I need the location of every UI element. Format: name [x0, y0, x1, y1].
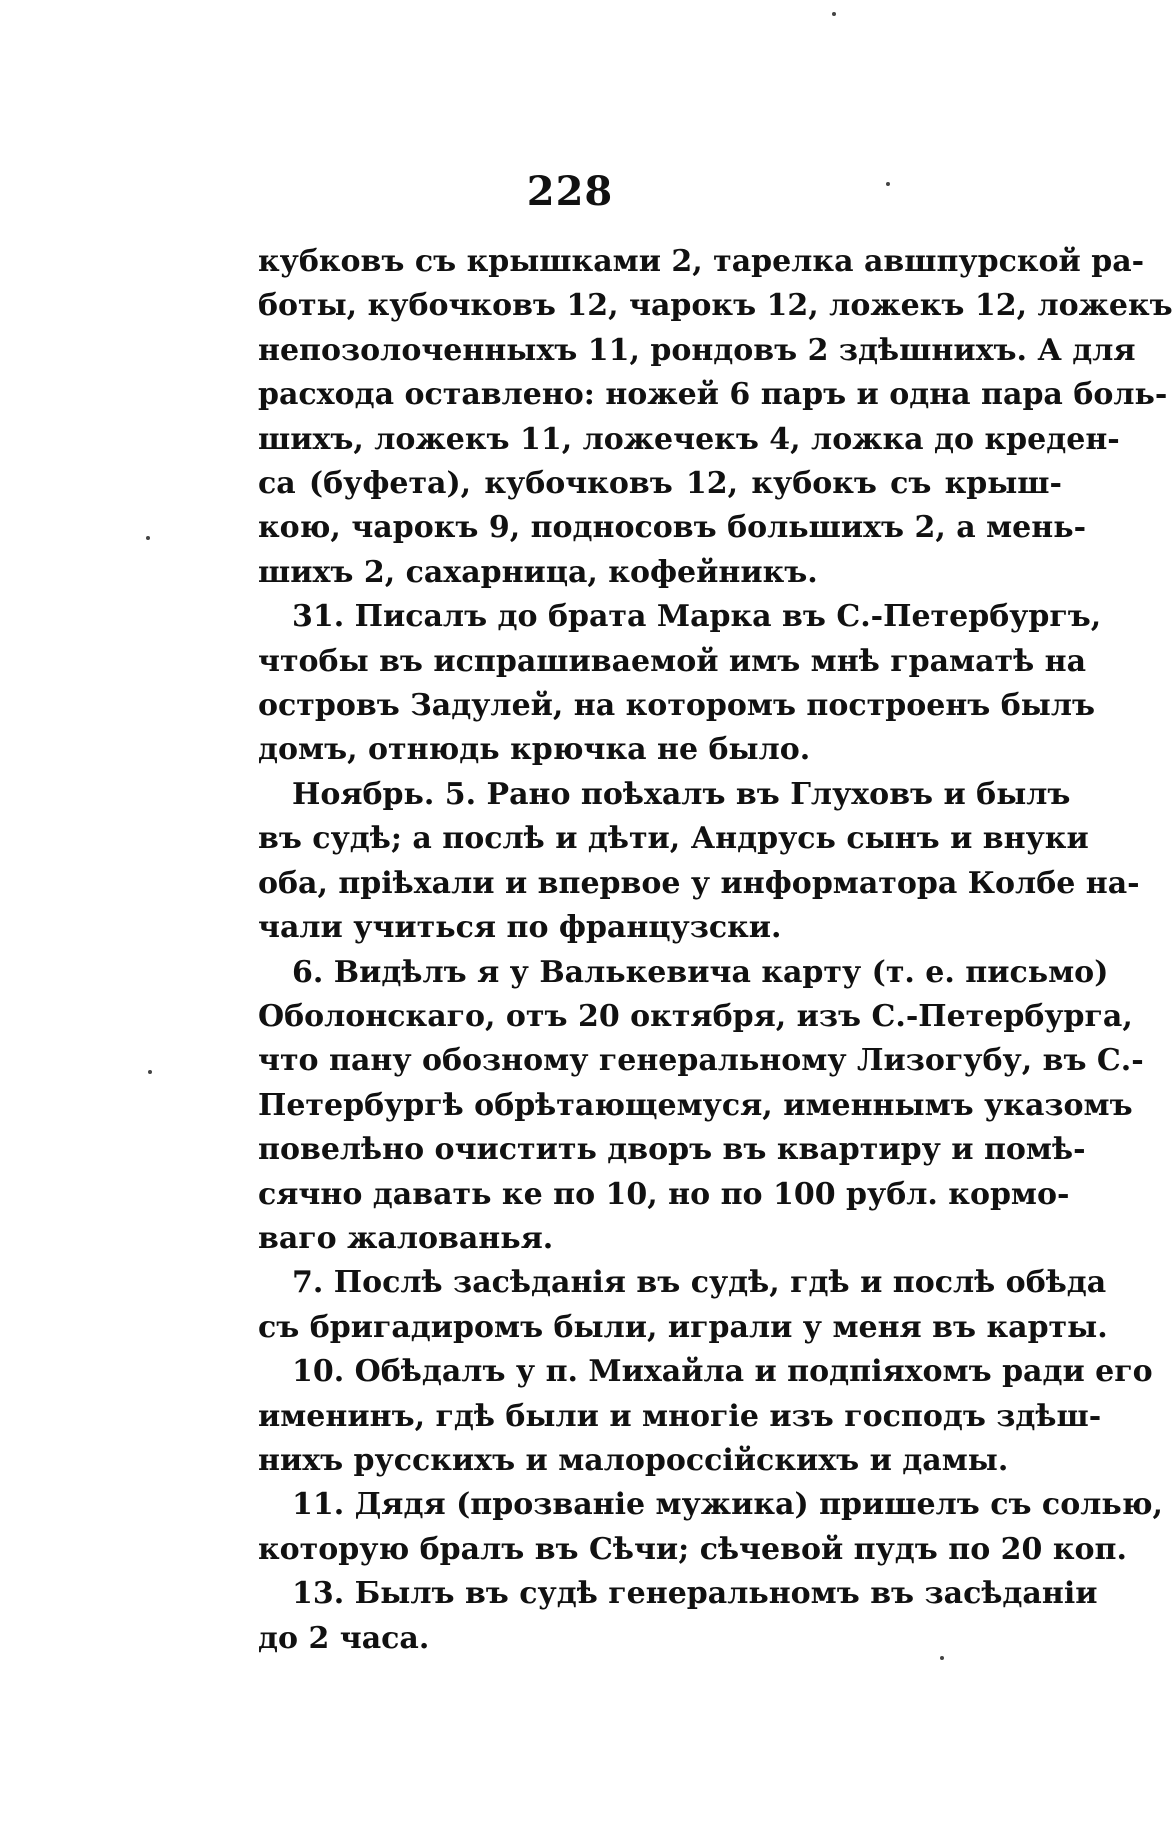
paragraph-entry-10: [258, 1350, 1153, 1483]
text-line: Петербургѣ обрѣтающемуся, именнымъ указомъ: [258, 1087, 1133, 1123]
text-line: которую бралъ въ Сѣчи; сѣчевой пудъ по 20 коп.: [258, 1531, 1127, 1567]
text-line: шихъ 2, сахарница, кофейникъ.: [258, 554, 818, 590]
paragraph-entry-31: [258, 595, 1102, 773]
text-line: 31. Писалъ до брата Марка въ С.-Петербургъ,: [292, 599, 1102, 635]
scan-speck: [146, 536, 150, 540]
text-line: что пану обозному генеральному Лизогубу, въ С.-: [258, 1043, 1144, 1079]
text-line: непозолоченныхъ 11, рондовъ 2 здѣшнихъ. А для: [258, 332, 1136, 368]
text-line: чтобы въ испрашиваемой имъ мнѣ граматѣ на: [258, 643, 1087, 679]
text-line: въ судѣ; а послѣ и дѣти, Андрусь сынъ и внуки: [258, 821, 1089, 857]
scan-speck: [886, 182, 890, 186]
scan-speck: [148, 1070, 152, 1074]
text-line: повелѣно очистить дворъ въ квартиру и помѣ-: [258, 1132, 1086, 1168]
text-line: кубковъ съ крышками 2, тарелка авшпурской ра-: [258, 244, 1145, 279]
text-line: 10. Обѣдалъ у п. Михайла и подпіяхомъ ради его: [292, 1354, 1153, 1390]
scan-speck: [832, 12, 836, 16]
text-line: домъ, отнюдь крючка не было.: [258, 732, 811, 768]
text-line: до 2 часа.: [258, 1620, 430, 1656]
text-line: оба, пріѣхали и впервое у информатора Колбе на-: [258, 865, 1140, 901]
text-line: 6. Видѣлъ я у Валькевича карту (т. е. письмо): [292, 954, 1109, 990]
paragraph-november-5: [258, 773, 1140, 951]
text-line: сячно давать ке по 10, но по 100 рубл. кормо-: [258, 1176, 1070, 1212]
paragraph-entry-7: [258, 1261, 1108, 1350]
page-body: [258, 240, 1173, 1661]
paragraph-entry-6: [258, 951, 1144, 1262]
text-line: чали учиться по французски.: [258, 910, 782, 946]
scan-speck: [940, 1656, 944, 1660]
text-line: са (буфета), кубочковъ 12, кубокъ съ крыш-: [258, 466, 1062, 502]
text-line: ваго жалованья.: [258, 1220, 554, 1256]
text-line: Оболонскаго, отъ 20 октября, изъ С.-Петербурга,: [258, 998, 1133, 1034]
text-line: 13. Былъ въ судѣ генеральномъ въ засѣданіи: [292, 1576, 1098, 1612]
page-number: 228: [526, 168, 614, 215]
text-line: 11. Дядя (прозваніе мужика) пришелъ съ солью,: [292, 1487, 1163, 1523]
text-line: расхода оставлено: ножей 6 паръ и одна пара боль-: [258, 377, 1168, 413]
text-line: кою, чарокъ 9, подносовъ большихъ 2, а мень-: [258, 510, 1087, 546]
text-line: 7. Послѣ засѣданія въ судѣ, гдѣ и послѣ обѣда: [292, 1265, 1107, 1301]
paragraph-inventory: [258, 240, 1173, 595]
text-line: островъ Задулей, на которомъ построенъ былъ: [258, 688, 1095, 724]
text-line: шихъ, ложекъ 11, ложечекъ 4, ложка до креден-: [258, 421, 1120, 457]
text-line: Ноябрь. 5. Рано поѣхалъ въ Глуховъ и былъ: [292, 776, 1071, 812]
text-line: именинъ, гдѣ были и многіе изъ господъ здѣш-: [258, 1398, 1102, 1434]
text-line: съ бригадиромъ были, играли у меня въ карты.: [258, 1309, 1108, 1345]
paragraph-entry-13: [258, 1572, 1098, 1661]
paragraph-entry-11: [258, 1483, 1163, 1572]
text-line: нихъ русскихъ и малороссійскихъ и дамы.: [258, 1442, 1009, 1478]
text-line: боты, кубочковъ 12, чарокъ 12, ложекъ 12, ложекъ: [258, 288, 1173, 324]
